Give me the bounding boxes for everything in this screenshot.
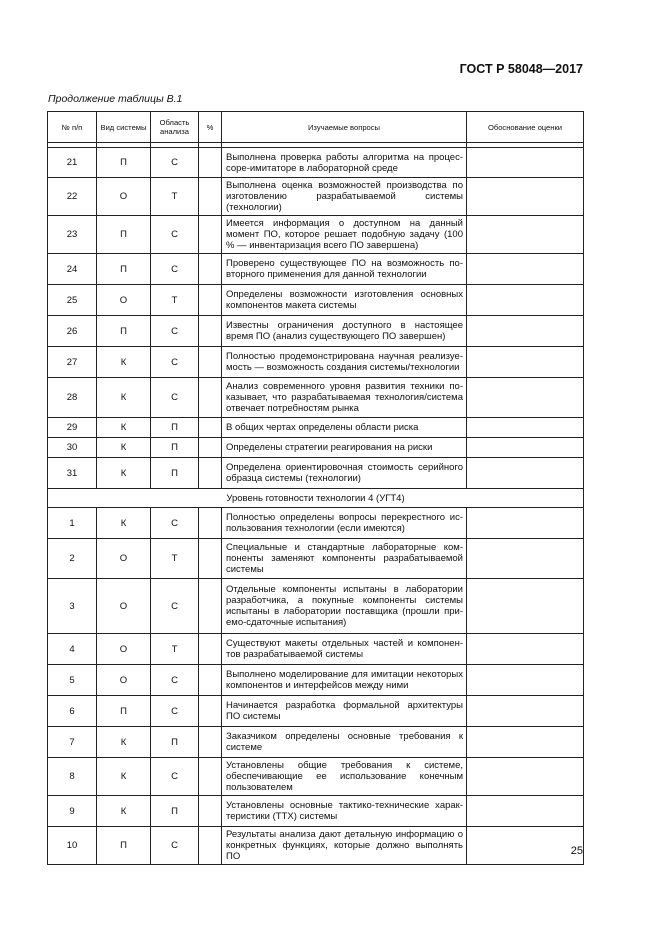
cell-num: 21 bbox=[48, 148, 97, 178]
document-code: ГОСТ Р 58048—2017 bbox=[459, 62, 583, 76]
cell-analysis-area: П bbox=[151, 796, 199, 827]
cell-num: 3 bbox=[48, 579, 97, 634]
cell-rationale bbox=[467, 316, 584, 347]
cell-analysis-area: Т bbox=[151, 634, 199, 665]
cell-percent bbox=[199, 148, 222, 178]
table-row bbox=[48, 254, 584, 285]
cell-num: 25 bbox=[48, 285, 97, 316]
col-header-analysis-area: Область анализа bbox=[151, 112, 199, 143]
cell-percent bbox=[199, 508, 222, 539]
table-row bbox=[48, 148, 584, 178]
table-row bbox=[48, 438, 584, 458]
col-header-num: № п/п bbox=[48, 112, 97, 143]
table-row bbox=[48, 347, 584, 378]
cell-system-type: О bbox=[97, 634, 151, 665]
cell-percent bbox=[199, 254, 222, 285]
table-row bbox=[48, 458, 584, 489]
cell-question: Определена ориентировочная стоимость серийного образца системы (технологии) bbox=[222, 458, 467, 489]
table-row bbox=[48, 316, 584, 347]
cell-rationale bbox=[467, 727, 584, 758]
cell-question: Отдельные компоненты испытаны в лаборатории разработчика, а покупные компоненты системы испытаны в лаборатории поставщика (прошли приемо-сдаточные испытания) bbox=[222, 579, 467, 634]
table-row bbox=[48, 178, 584, 216]
cell-analysis-area: С bbox=[151, 254, 199, 285]
cell-percent bbox=[199, 316, 222, 347]
cell-percent bbox=[199, 216, 222, 254]
cell-system-type: К bbox=[97, 727, 151, 758]
table-caption: Продолжение таблицы В.1 bbox=[48, 93, 183, 105]
cell-question: Полностью продемонстрирована научная реализуемость — возможность создания системы/технологии bbox=[222, 347, 467, 378]
cell-analysis-area: С bbox=[151, 148, 199, 178]
cell-percent bbox=[199, 665, 222, 696]
cell-rationale bbox=[467, 579, 584, 634]
cell-analysis-area: С bbox=[151, 579, 199, 634]
cell-system-type: К bbox=[97, 418, 151, 438]
cell-analysis-area: П bbox=[151, 418, 199, 438]
cell-num: 31 bbox=[48, 458, 97, 489]
cell-num: 28 bbox=[48, 378, 97, 418]
cell-analysis-area: С bbox=[151, 378, 199, 418]
table-row bbox=[48, 418, 584, 438]
cell-percent bbox=[199, 727, 222, 758]
cell-num: 27 bbox=[48, 347, 97, 378]
table-header-row bbox=[48, 112, 584, 143]
cell-num: 26 bbox=[48, 316, 97, 347]
cell-system-type: П bbox=[97, 216, 151, 254]
cell-num: 6 bbox=[48, 696, 97, 727]
cell-system-type: П bbox=[97, 254, 151, 285]
cell-question: Выполнена проверка работы алгоритма на процессоре-имитаторе в лабораторной среде bbox=[222, 148, 467, 178]
cell-system-type: К bbox=[97, 438, 151, 458]
cell-rationale bbox=[467, 665, 584, 696]
cell-system-type: О bbox=[97, 539, 151, 579]
cell-analysis-area: Т bbox=[151, 285, 199, 316]
cell-percent bbox=[199, 579, 222, 634]
cell-rationale bbox=[467, 418, 584, 438]
cell-percent bbox=[199, 285, 222, 316]
cell-num: 1 bbox=[48, 508, 97, 539]
cell-num: 7 bbox=[48, 727, 97, 758]
page-number: 25 bbox=[570, 845, 583, 857]
cell-analysis-area: П bbox=[151, 727, 199, 758]
cell-rationale bbox=[467, 796, 584, 827]
table-row bbox=[48, 508, 584, 539]
table-row bbox=[48, 727, 584, 758]
cell-rationale bbox=[467, 148, 584, 178]
cell-rationale bbox=[467, 178, 584, 216]
cell-system-type: О bbox=[97, 665, 151, 696]
cell-question: Специальные и стандартные лабораторные компоненты заменяют компоненты разрабатываемой системы bbox=[222, 539, 467, 579]
cell-system-type: О bbox=[97, 579, 151, 634]
cell-percent bbox=[199, 758, 222, 796]
cell-analysis-area: С bbox=[151, 347, 199, 378]
cell-question: Полностью определены вопросы перекрестного использования технологии (если имеются) bbox=[222, 508, 467, 539]
table-row bbox=[48, 285, 584, 316]
cell-rationale bbox=[467, 347, 584, 378]
cell-rationale bbox=[467, 758, 584, 796]
cell-rationale bbox=[467, 827, 584, 865]
cell-question: Заказчиком определены основные требования к системе bbox=[222, 727, 467, 758]
cell-analysis-area: Т bbox=[151, 539, 199, 579]
table-row bbox=[48, 378, 584, 418]
table-row bbox=[48, 634, 584, 665]
cell-question: Выполнена оценка возможностей производства по изготовлению разрабатываемой системы (технологии) bbox=[222, 178, 467, 216]
cell-system-type: К bbox=[97, 347, 151, 378]
cell-question: Начинается разработка формальной архитектуры ПО системы bbox=[222, 696, 467, 727]
cell-percent bbox=[199, 539, 222, 579]
cell-analysis-area: П bbox=[151, 458, 199, 489]
table-row bbox=[48, 696, 584, 727]
cell-question: Определены возможности изготовления основных компонентов макета системы bbox=[222, 285, 467, 316]
cell-rationale bbox=[467, 285, 584, 316]
cell-system-type: О bbox=[97, 178, 151, 216]
cell-system-type: П bbox=[97, 148, 151, 178]
cell-analysis-area: С bbox=[151, 827, 199, 865]
cell-system-type: П bbox=[97, 827, 151, 865]
cell-num: 10 bbox=[48, 827, 97, 865]
cell-rationale bbox=[467, 378, 584, 418]
cell-percent bbox=[199, 458, 222, 489]
cell-percent bbox=[199, 696, 222, 727]
cell-analysis-area: С bbox=[151, 696, 199, 727]
cell-percent bbox=[199, 378, 222, 418]
cell-analysis-area: С bbox=[151, 316, 199, 347]
cell-question: Определены стратегии реагирования на риски bbox=[222, 438, 467, 458]
cell-question: В общих чертах определены области риска bbox=[222, 418, 467, 438]
cell-percent bbox=[199, 347, 222, 378]
col-header-questions: Изучаемые вопросы bbox=[222, 112, 467, 143]
cell-num: 24 bbox=[48, 254, 97, 285]
table-row bbox=[48, 539, 584, 579]
cell-question: Анализ современного уровня развития техники показывает, что разрабатываемая технология/система отвечает потребностям рынка bbox=[222, 378, 467, 418]
table-row bbox=[48, 216, 584, 254]
cell-num: 30 bbox=[48, 438, 97, 458]
col-header-rationale: Обоснование оценки bbox=[467, 112, 584, 143]
table-row bbox=[48, 665, 584, 696]
col-header-system-type: Вид системы bbox=[97, 112, 151, 143]
cell-question: Имеется информация о доступном на данный момент ПО, которое решает подобную задачу (100 % — инвентаризация всего ПО завершена) bbox=[222, 216, 467, 254]
cell-question: Установлены основные тактико-технические характеристики (ТТХ) системы bbox=[222, 796, 467, 827]
cell-num: 5 bbox=[48, 665, 97, 696]
cell-question: Результаты анализа дают детальную информацию о конкретных функциях, которые должно выполнять ПО bbox=[222, 827, 467, 865]
table-row bbox=[48, 758, 584, 796]
section-title: Уровень готовности технологии 4 (УГТ4) bbox=[48, 489, 584, 508]
table-body-after bbox=[48, 508, 584, 865]
cell-system-type: К bbox=[97, 378, 151, 418]
table-row bbox=[48, 796, 584, 827]
table-row bbox=[48, 579, 584, 634]
cell-num: 9 bbox=[48, 796, 97, 827]
cell-question: Установлены общие требования к системе, обеспечивающие ее использование конечным пользователем bbox=[222, 758, 467, 796]
cell-num: 4 bbox=[48, 634, 97, 665]
cell-system-type: К bbox=[97, 796, 151, 827]
cell-analysis-area: С bbox=[151, 758, 199, 796]
cell-analysis-area: С bbox=[151, 665, 199, 696]
cell-analysis-area: С bbox=[151, 216, 199, 254]
table-body-before bbox=[48, 148, 584, 489]
section-row bbox=[48, 489, 584, 508]
cell-percent bbox=[199, 634, 222, 665]
cell-rationale bbox=[467, 634, 584, 665]
cell-system-type: К bbox=[97, 458, 151, 489]
cell-rationale bbox=[467, 458, 584, 489]
cell-rationale bbox=[467, 216, 584, 254]
cell-question: Проверено существующее ПО на возможность повторного применения для данной технологии bbox=[222, 254, 467, 285]
cell-rationale bbox=[467, 254, 584, 285]
cell-system-type: О bbox=[97, 285, 151, 316]
cell-rationale bbox=[467, 539, 584, 579]
evaluation-table bbox=[47, 111, 584, 865]
cell-rationale bbox=[467, 696, 584, 727]
cell-system-type: П bbox=[97, 696, 151, 727]
cell-question: Выполнено моделирование для имитации некоторых компонентов и интерфейсов между ними bbox=[222, 665, 467, 696]
col-header-percent: % bbox=[199, 112, 222, 143]
cell-system-type: К bbox=[97, 508, 151, 539]
cell-system-type: К bbox=[97, 758, 151, 796]
cell-analysis-area: П bbox=[151, 438, 199, 458]
cell-num: 8 bbox=[48, 758, 97, 796]
cell-percent bbox=[199, 827, 222, 865]
cell-analysis-area: Т bbox=[151, 178, 199, 216]
cell-num: 2 bbox=[48, 539, 97, 579]
table-row bbox=[48, 827, 584, 865]
cell-percent bbox=[199, 796, 222, 827]
cell-question: Известны ограничения доступного в настоящее время ПО (анализ существующего ПО завершен) bbox=[222, 316, 467, 347]
cell-num: 23 bbox=[48, 216, 97, 254]
cell-rationale bbox=[467, 508, 584, 539]
cell-num: 29 bbox=[48, 418, 97, 438]
cell-percent bbox=[199, 418, 222, 438]
cell-analysis-area: С bbox=[151, 508, 199, 539]
cell-system-type: П bbox=[97, 316, 151, 347]
cell-percent bbox=[199, 178, 222, 216]
cell-question: Существуют макеты отдельных частей и компонентов разрабатываемой системы bbox=[222, 634, 467, 665]
cell-rationale bbox=[467, 438, 584, 458]
cell-percent bbox=[199, 438, 222, 458]
cell-num: 22 bbox=[48, 178, 97, 216]
